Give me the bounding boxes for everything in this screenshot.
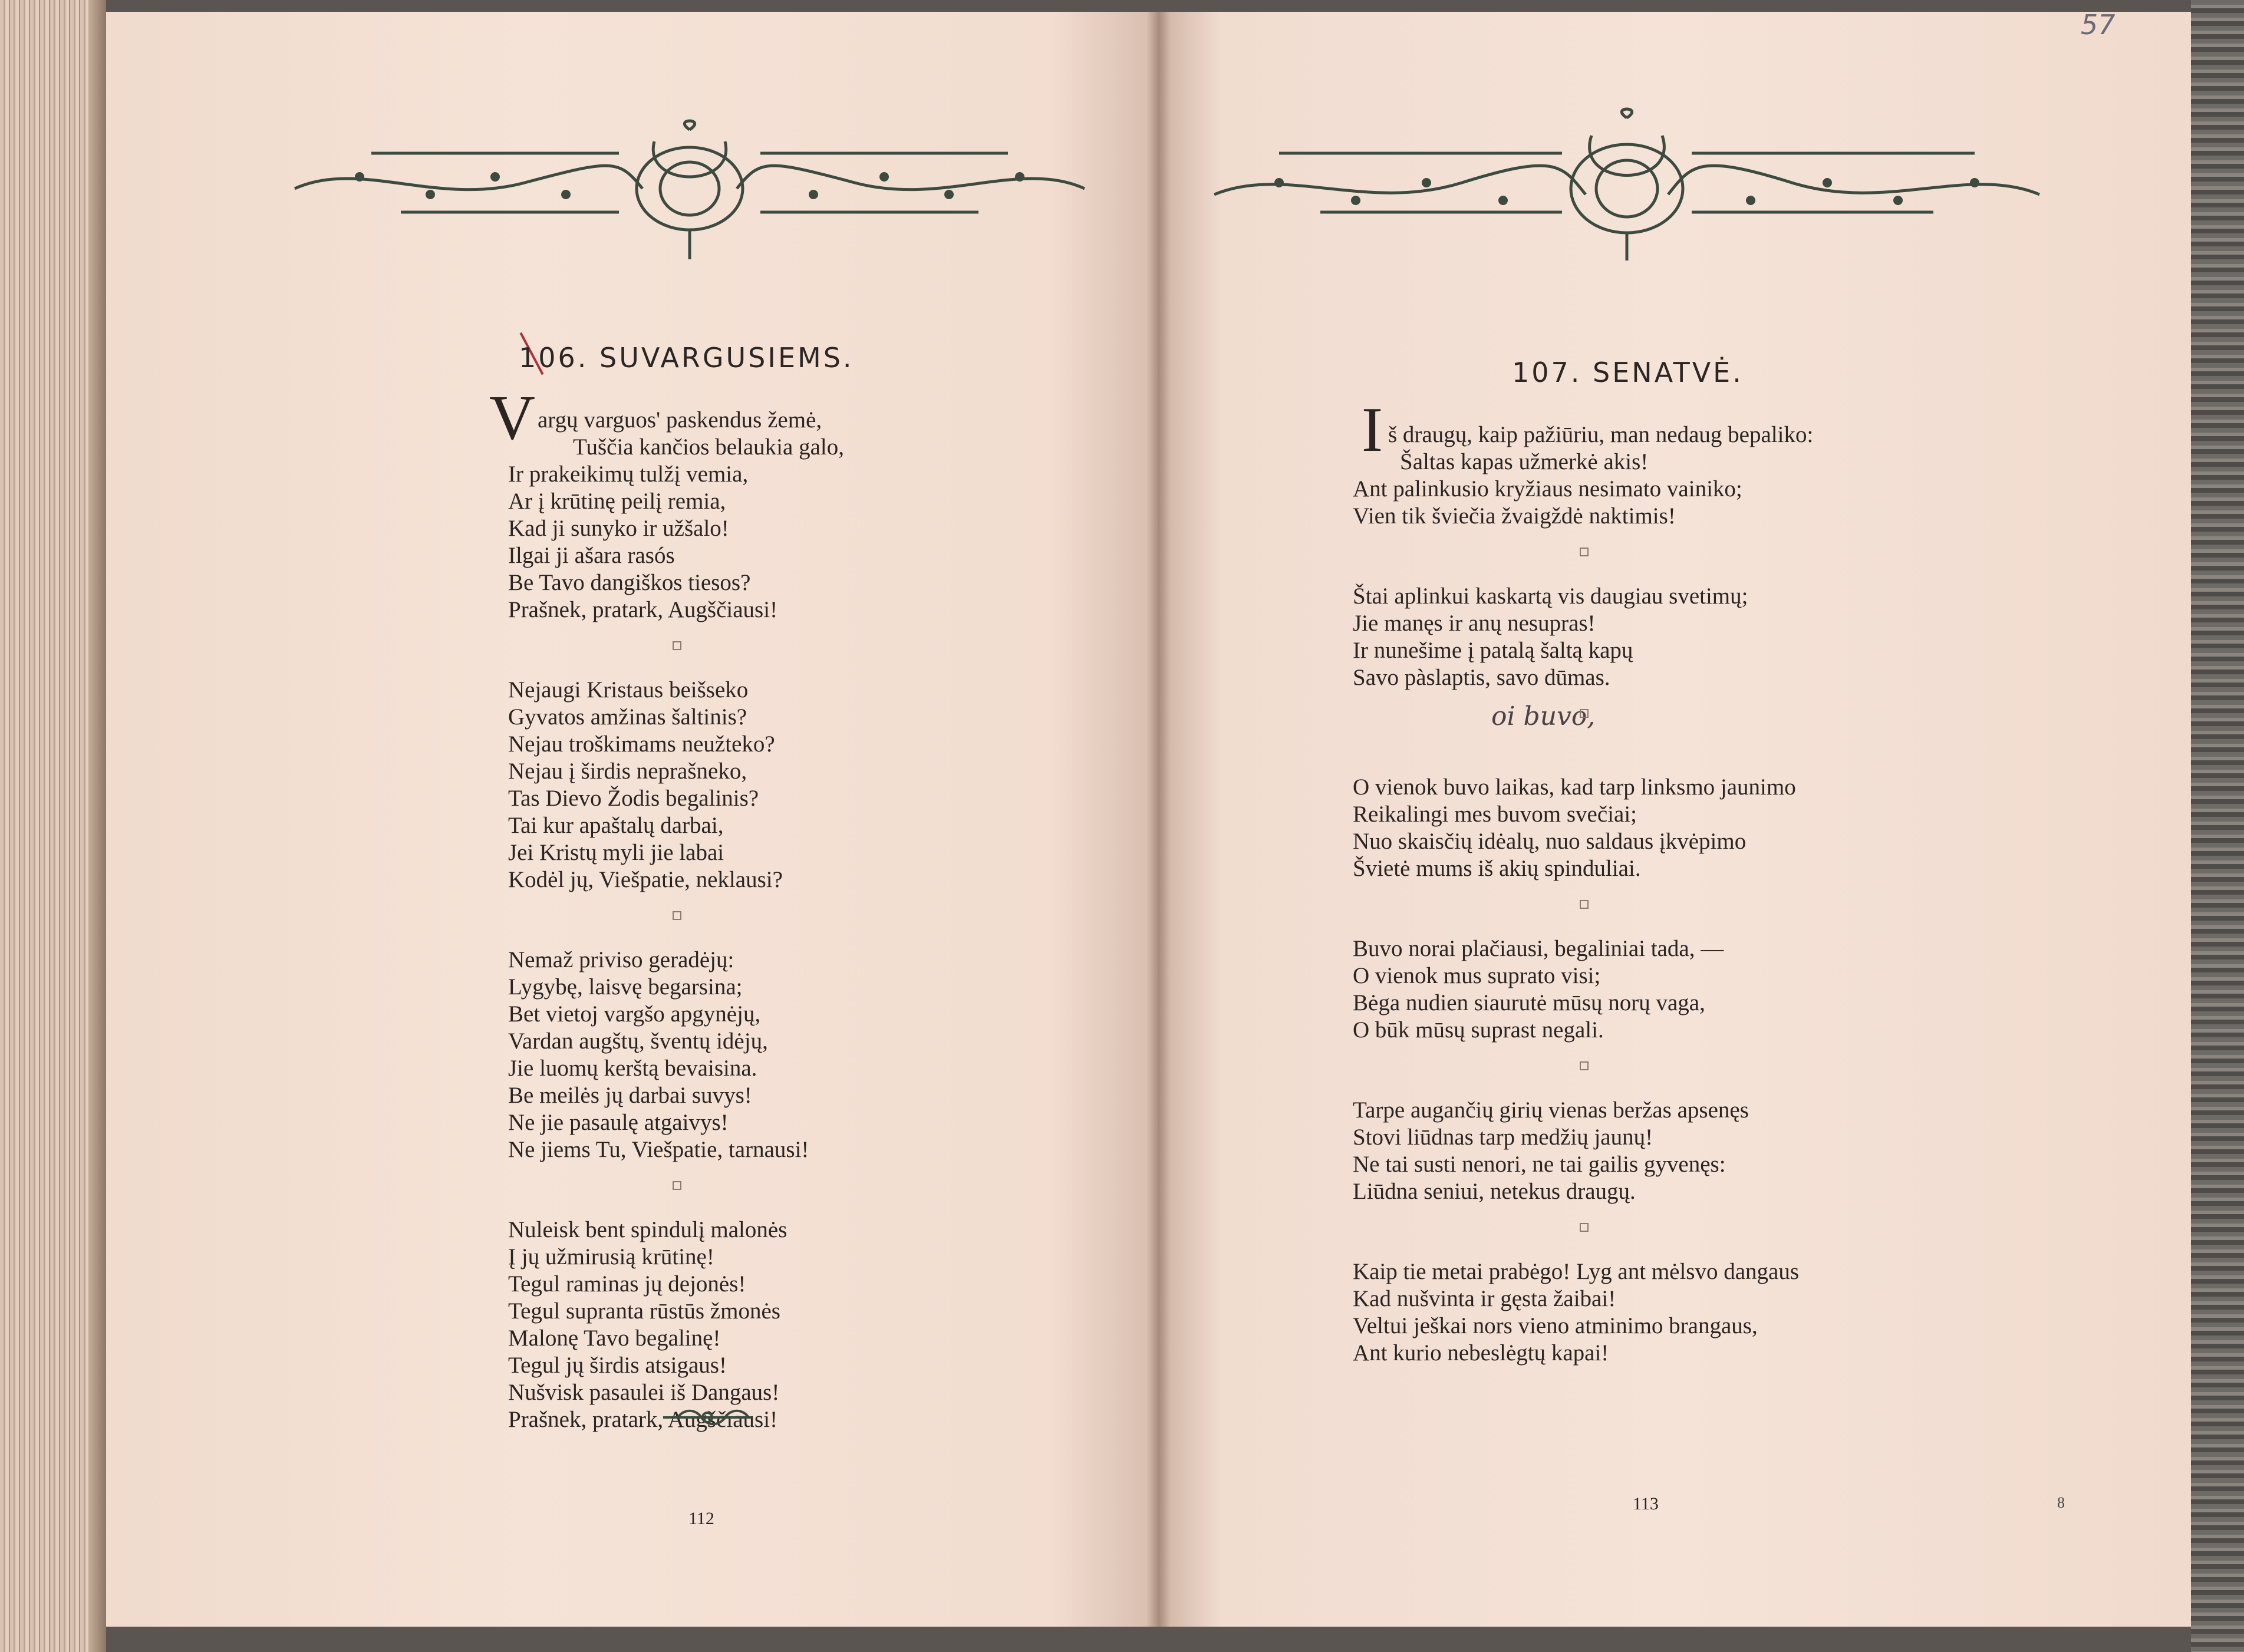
poem-line: Reikalingi mes buvom svečiai; [1353, 802, 1637, 827]
poem-line: Ir prakeikimų tulžį vemia, [508, 461, 749, 487]
poem-line: Štai aplinkui kaskartą vis daugiau svetimų; [1353, 583, 1748, 609]
poem-line: Malonę Tavo begalinę! [508, 1325, 721, 1351]
poem-line: Vien tik šviečia žvaigždė naktimis! [1353, 503, 1676, 529]
poem-line: Ne tai susti nenori, ne tai gailis gyvenęs: [1353, 1152, 1726, 1177]
poem-line: Jie manęs ir anų nesupras! [1353, 611, 1596, 636]
poem-line: Lygybę, laisvę begarsina; [508, 974, 743, 1000]
poem-line: Jei Kristų myli jie labai [508, 840, 724, 865]
poem-line: O būk mūsų suprast negali. [1353, 1017, 1604, 1043]
book-gutter [1146, 12, 1170, 1627]
page-edges [0, 0, 106, 1652]
stanza-separator [1353, 1205, 1813, 1258]
poem-line: Ir nunešime į patalą šaltą kapų [1353, 638, 1633, 663]
left-poem [508, 407, 844, 1433]
poem-line: Kodėl jų, Viešpatie, neklausi? [508, 867, 783, 892]
poem-line: Nuleisk bent spindulį malonės [508, 1217, 787, 1242]
right-ornament-headpiece [1208, 106, 2045, 265]
right-poem [1353, 421, 1813, 1367]
poem-line: Ant kurio nebeslėgtų kapai! [1353, 1340, 1609, 1366]
poem-line: Ne jiems Tu, Viešpatie, tarnausi! [508, 1137, 809, 1162]
poem-line: Bėga nudien siaurutė mūsų norų vaga, [1353, 990, 1705, 1015]
poem-line: Nejau troškimams neužteko? [508, 731, 775, 757]
poem-line: Į jų užmirusią krūtinę! [508, 1244, 714, 1269]
poem-line: š draugų, kaip pažiūriu, man nedaug bepaliko: [1388, 422, 1814, 447]
poem-line: Nemaž priviso geradėjų: [508, 947, 734, 972]
poem-line: Tuščia kančios belaukia galo, [573, 434, 844, 460]
right-drop-cap: I [1362, 395, 1383, 465]
poem-line: Stovi liūdnas tarp medžių jaunų! [1353, 1125, 1653, 1150]
stanza-separator [1353, 530, 1813, 583]
poem-line: Ilgai ji ašara rasós [508, 543, 675, 568]
poem-line: Prašnek, pratark, Augščiausi! [508, 1407, 778, 1432]
poem-line: Švietė mums iš akių spinduliai. [1353, 856, 1641, 881]
poem-line: Bet vietoj vargšo apgynėjų, [508, 1001, 761, 1027]
poem-line: Be meilės jų darbai suvys! [508, 1083, 752, 1108]
poem-line: Kad ji sunyko ir užšalo! [508, 516, 729, 541]
poem-line: Tas Dievo Žodis begalinis? [508, 786, 759, 811]
poem-line: Kad nušvinta ir gęsta žaibai! [1353, 1286, 1616, 1311]
poem-line: Šaltas kapas užmerkė akis! [1400, 449, 1649, 474]
poem-line: Kaip tie metai prabėgo! Lyg ant mėlsvo dangaus [1353, 1259, 1800, 1284]
poem-line: Tegul jų širdis atsigaus! [508, 1353, 727, 1378]
stanza-separator [1353, 1044, 1813, 1097]
poem-line: Veltui ješkai nors vieno atminimo brangaus, [1353, 1313, 1758, 1338]
poem-line: Buvo norai plačiausi, begaliniai tada, — [1353, 936, 1724, 961]
handwritten-annotation: oi buvo, [1491, 701, 1596, 731]
poem-line: argų varguos' paskendus žemė, [538, 407, 822, 433]
poem-line: Liūdna seniui, netekus draugų. [1353, 1179, 1636, 1204]
signature-mark: 8 [2057, 1494, 2065, 1511]
poem-line: Ar į krūtinę peilį remia, [508, 489, 726, 514]
stanza-separator [508, 1163, 844, 1216]
poem-line: Tegul raminas jų dejonės! [508, 1271, 746, 1297]
stanza-separator [1353, 882, 1813, 935]
poem-line: Tai kur apaštalų darbai, [508, 813, 724, 838]
poem-line: Tegul supranta rūstūs žmonės [508, 1298, 780, 1324]
stanza-separator-blank [1353, 691, 1813, 774]
corner-pencil-note: 57 [2081, 9, 2116, 41]
poem-line: Ne jie pasaulę atgaivys! [508, 1110, 729, 1135]
poem-line: Ant palinkusio kryžiaus nesimato vainiko; [1353, 476, 1742, 502]
left-ornament-headpiece [289, 118, 1090, 265]
poem-line: O vienok buvo laikas, kad tarp linksmo jaunimo [1353, 774, 1796, 800]
stanza-separator [508, 624, 844, 677]
poem-line: Nuo skaisčių idėalų, nuo saldaus įkvėpimo [1353, 829, 1747, 854]
poem-line: Be Tavo dangiškos tiesos? [508, 570, 751, 595]
poem-line: Savo pàslaptis, savo dūmas. [1353, 665, 1610, 690]
left-tailpiece-ornament [660, 1406, 754, 1429]
binding-cover-edge [2191, 0, 2244, 1652]
left-page-number: 112 [688, 1509, 714, 1528]
poem-line: Tarpe augančių girių vienas beržas apsenęs [1353, 1097, 1749, 1123]
poem-line: O vienok mus suprato visi; [1353, 963, 1601, 988]
poem-line: Prašnek, pratark, Augščiausi! [508, 597, 778, 622]
poem-line: Nejaugi Kristaus beišseko [508, 677, 749, 703]
poem-line: Nejau į širdis neprašneko, [508, 759, 747, 784]
stanza-separator [508, 893, 844, 947]
poem-line: Jie luomų kerštą bevaisina. [508, 1056, 757, 1081]
poem-line: Vardan augštų, šventų idėjų, [508, 1028, 768, 1054]
right-poem-title: 107. SENATVĖ. [1512, 357, 1744, 388]
right-page-number: 113 [1633, 1494, 1659, 1513]
left-drop-cap: V [489, 383, 535, 453]
poem-line: Nušvisk pasaulei iš Dangaus! [508, 1380, 780, 1405]
poem-line: Gyvatos amžinas šaltinis? [508, 704, 747, 730]
left-poem-title: 106. SUVARGUSIEMS. [519, 342, 854, 374]
